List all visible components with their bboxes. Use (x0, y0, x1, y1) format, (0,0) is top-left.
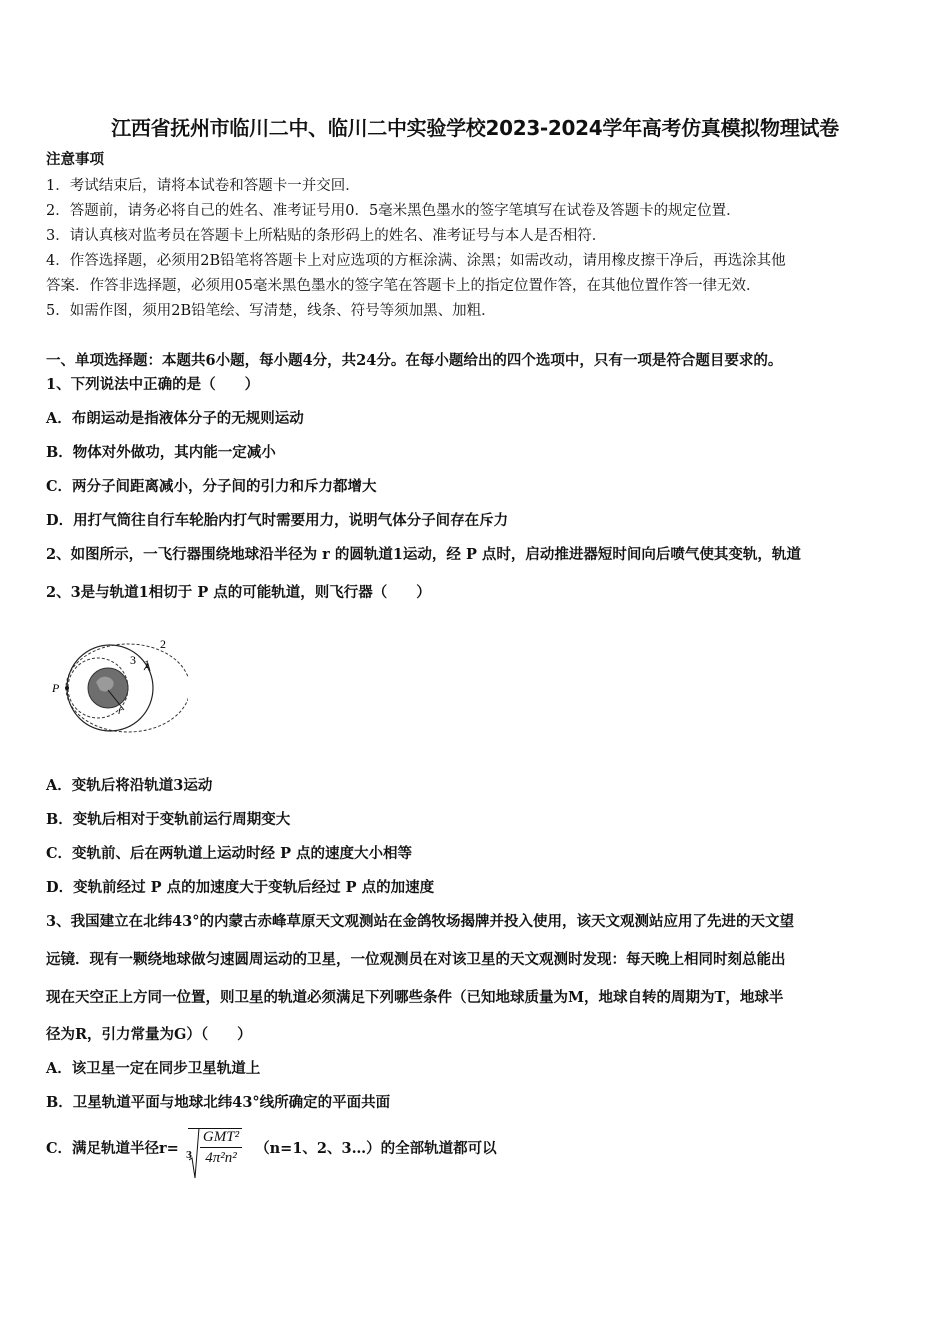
notice-item: 2．答题前，请务必将自己的姓名、准考证号用0．5毫米黑色墨水的签字笔填写在试卷及答题卡的规定位置． (46, 203, 741, 219)
point-p-marker (65, 686, 69, 690)
option-c-prefix: C．满足轨道半径r= (46, 1140, 179, 1157)
notice-item: 5．如需作图，须用2B铅笔绘、写清楚，线条、符号等须加黑、加粗． (46, 303, 496, 319)
question-1-option-a: A．布朗运动是指液体分子的无规则运动 (46, 410, 304, 427)
question-3-stem-line: 3、我国建立在北纬43°的内蒙古赤峰草原天文观测站在金鸽牧场揭牌并投入使用，该天文观测站应用了先进的天文望 (46, 913, 795, 930)
question-1-option-d: D．用打气筒往自行车轮胎内打气时需要用力，说明气体分子间存在斥力 (46, 512, 509, 529)
label-orbit-2: 2 (160, 637, 166, 651)
label-radius: r (118, 705, 123, 717)
section-heading: 一、单项选择题：本题共6小题，每小题4分，共24分。在每小题给出的四个选项中，只有一项是符合题目要求的。 (46, 352, 783, 369)
question-2-option-d: D．变轨前经过 P 点的加速度大于变轨后经过 P 点的加速度 (46, 879, 435, 896)
notice-item: 4．作答选择题，必须用2B铅笔将答题卡上对应选项的方框涂满、涂黑；如需改动，请用橡皮擦干净后，再选涂其他 (46, 253, 786, 269)
question-2-stem-line2: 2、3是与轨道1相切于 P 点的可能轨道，则飞行器（ ） (46, 584, 431, 601)
question-1-stem: 1、下列说法中正确的是（ ） (46, 376, 260, 393)
question-2-option-c: C．变轨前、后在两轨道上运动时经 P 点的速度大小相等 (46, 845, 413, 862)
question-2-option-a: A．变轨后将沿轨道3运动 (46, 777, 213, 794)
label-orbit-3: 3 (130, 653, 136, 667)
question-2-stem-line1: 2、如图所示，一飞行器围绕地球沿半径为 r 的圆轨道1运动，经 P 点时，启动推进器短时间向后喷气使其变轨，轨道 (46, 546, 801, 563)
question-3-stem-line: 现在天空正上方同一位置，则卫星的轨道必须满足下列哪些条件（已知地球质量为M，地球自转的周期为T，地球半 (46, 989, 784, 1006)
orbit-diagram (48, 632, 188, 742)
radius-fraction (200, 1129, 242, 1167)
label-p: P (52, 681, 60, 695)
question-3-stem-line: 径为R，引力常量为G）（ ） (46, 1026, 252, 1043)
question-1-option-b: B．物体对外做功，其内能一定减小 (46, 444, 276, 461)
notice-heading: 注意事项 (46, 151, 104, 168)
notice-item: 答案．作答非选择题，必须用05毫米黑色墨水的签字笔在答题卡上的指定位置作答，在其他位置作答一律无效． (46, 278, 761, 294)
radical-index: 3 (185, 1151, 193, 1161)
fraction-numerator: GMT² (200, 1129, 242, 1148)
notice-item: 1．考试结束后，请将本试卷和答题卡一并交回． (46, 178, 360, 194)
exam-title: 江西省抚州市临川二中、临川二中实验学校2023-2024学年高考仿真模拟物理试卷 (111, 116, 839, 140)
fraction-denominator: 4π²n² (205, 1150, 237, 1166)
cube-root-radical (185, 1128, 242, 1167)
question-2-option-b: B．变轨后相对于变轨前运行周期变大 (46, 811, 291, 828)
question-3-stem-line: 远镜．现有一颗绕地球做匀速圆周运动的卫星，一位观测员在对该卫星的天文观测时发现：每天晚上相同时刻总能出 (46, 951, 786, 968)
question-1-option-c: C．两分子间距离减小，分子间的引力和斥力都增大 (46, 478, 377, 495)
question-3-option-b: B．卫星轨道平面与地球北纬43°线所确定的平面共面 (46, 1094, 391, 1111)
option-c-suffix: （n=1、2、3…）的全部轨道都可以 (255, 1140, 497, 1157)
notice-item: 3．请认真核对监考员在答题卡上所粘贴的条形码上的姓名、准考证号与本人是否相符． (46, 228, 607, 244)
question-3-option-a: A．该卫星一定在同步卫星轨道上 (46, 1060, 261, 1077)
label-orbit-1: 1 (144, 657, 150, 671)
question-3-option-c (46, 1128, 497, 1188)
